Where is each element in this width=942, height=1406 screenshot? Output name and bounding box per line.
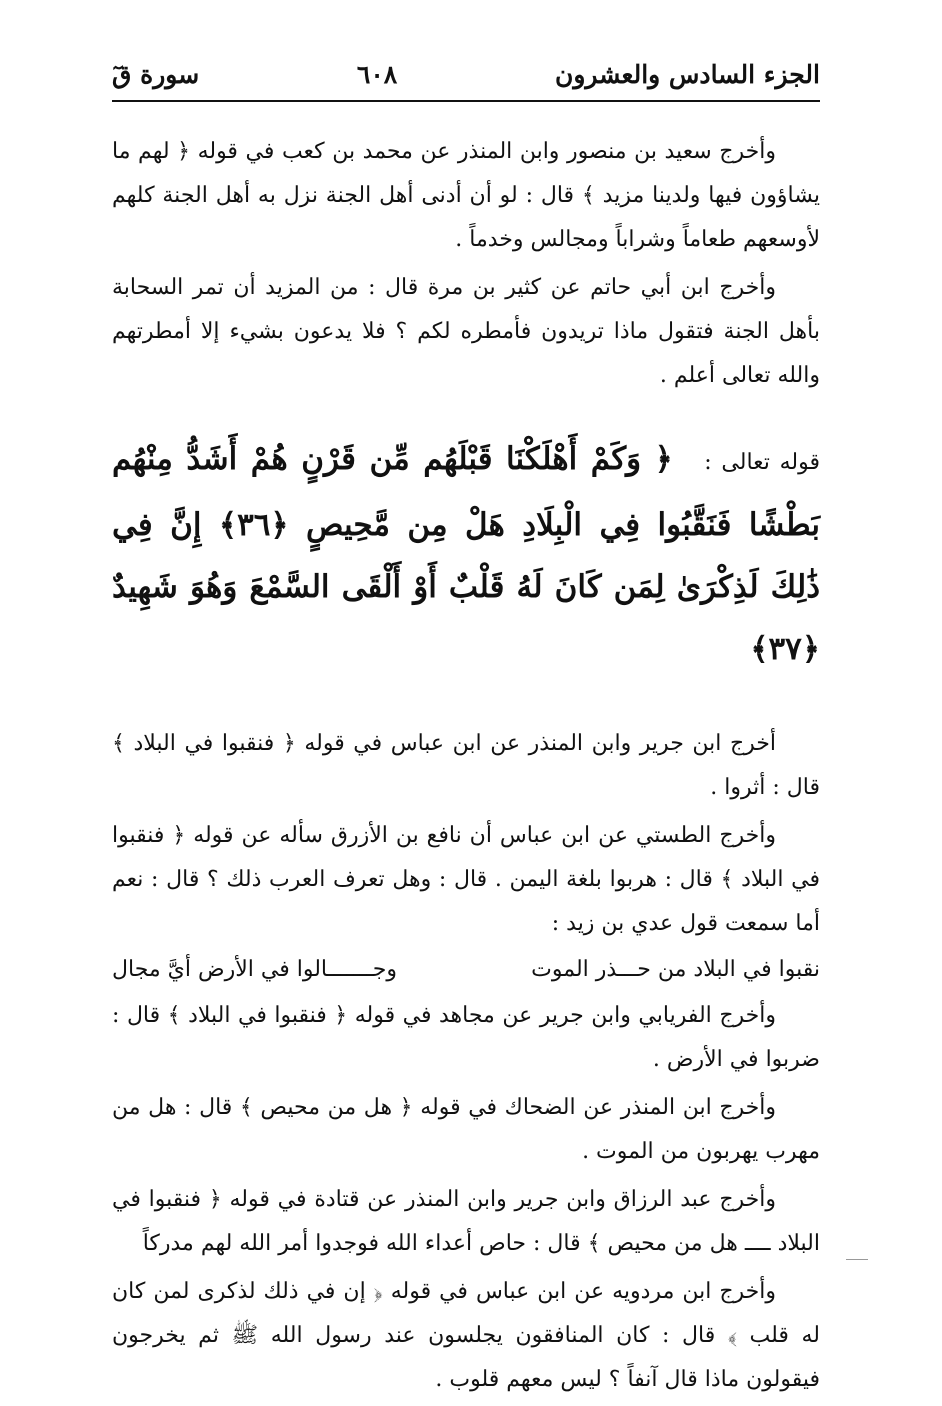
verse-intro: قوله تعالى : bbox=[704, 450, 820, 475]
paragraph: أخرج ابن جرير وابن المنذر عن ابن عباس في قوله ﴿ فنقبوا في البلاد ﴾ قال : أثروا . bbox=[112, 731, 820, 800]
paragraph: وأخرج ابن مردويه عن ابن عباس في قوله ﴿ إن في ذلك لذكرى لمن كان له قلب ﴾ قال : كان المنافقون يجلسون عند رسول الله ﷺ ثم يخرجون فيقولون ماذا قال آنفاً ؟ ليس معهم قلوب . bbox=[112, 1279, 820, 1392]
surah-label: سورة قٓ bbox=[112, 59, 200, 89]
paragraph: وأخرج الطستي عن ابن عباس أن نافع بن الأزرق سأله عن قوله ﴿ فنقبوا في البلاد ﴾ قال : هربوا بلغة اليمن . قال : وهل تعرف العرب ذلك ؟ قال : نعم أما سمعت قول عدي بن زيد : bbox=[112, 823, 820, 936]
poem-line bbox=[112, 950, 820, 990]
paragraph: وأخرج ابن المنذر عن الضحاك في قوله ﴿ هل من محيص ﴾ قال : هل من مهرب يهربون من الموت . bbox=[112, 1095, 820, 1164]
margin-mark bbox=[846, 1259, 868, 1260]
paragraph: وأخرج الفريابي وابن جرير عن مجاهد في قوله ﴿ فنقبوا في البلاد ﴾ قال : ضربوا في الأرض . bbox=[112, 1003, 820, 1072]
paragraph: وأخرج سعيد بن منصور وابن المنذر عن محمد بن كعب في قوله ﴿ لهم ما يشاؤون فيها ولدينا مزيد ﴾ قال : لو أن أدنى أهل الجنة نزل به أهل الجنة كلهم لأوسعهم طعاماً وشراباً ومجالس وخدماً . bbox=[112, 139, 820, 252]
verse-text: ﴿ وَكَمْ أَهْلَكْنَا قَبْلَهُم مِّن قَرْنٍ هُمْ أَشَدُّ مِنْهُم بَطْشًا فَنَقَّبُوا فِي الْبِلَادِ هَلْ مِن مَّحِيصٍ ﴿٣٦﴾ إِنَّ فِي ذَٰلِكَ لَذِكْرَىٰ لِمَن كَانَ لَهُ قَلْبٌ أَوْ أَلْقَى السَّمْعَ وَهُوَ شَهِيدٌ ﴿٣٧﴾ bbox=[112, 441, 820, 667]
paragraph: وأخرج عبد الرزاق وابن جرير وابن المنذر عن قتادة في قوله ﴿ فنقبوا في البلاد ــــ هل من محيص ﴾ قال : حاص أعداء الله فوجدوا أمر الله لهم مدركاً bbox=[112, 1187, 820, 1256]
header-divider bbox=[112, 100, 820, 102]
page-header bbox=[112, 50, 820, 98]
poem-first-hemistich: نقبوا في البلاد من حـــذر الموت bbox=[531, 957, 820, 982]
poem-second-hemistich: وجـــــــالوا في الأرض أيَّ مجال bbox=[112, 957, 397, 982]
page-body bbox=[112, 130, 820, 1406]
paragraph: وأخرج ابن أبي حاتم عن كثير بن مرة قال : من المزيد أن تمر السحابة بأهل الجنة فتقول ماذا تريدون فأمطره لكم ؟ فلا يدعون بشيء إلا أمطرتهم والله تعالى أعلم . bbox=[112, 275, 820, 388]
part-label: الجزء السادس والعشرون bbox=[554, 59, 820, 89]
quran-verse-block bbox=[112, 428, 820, 680]
page-number: ٦٠٨ bbox=[356, 59, 398, 89]
